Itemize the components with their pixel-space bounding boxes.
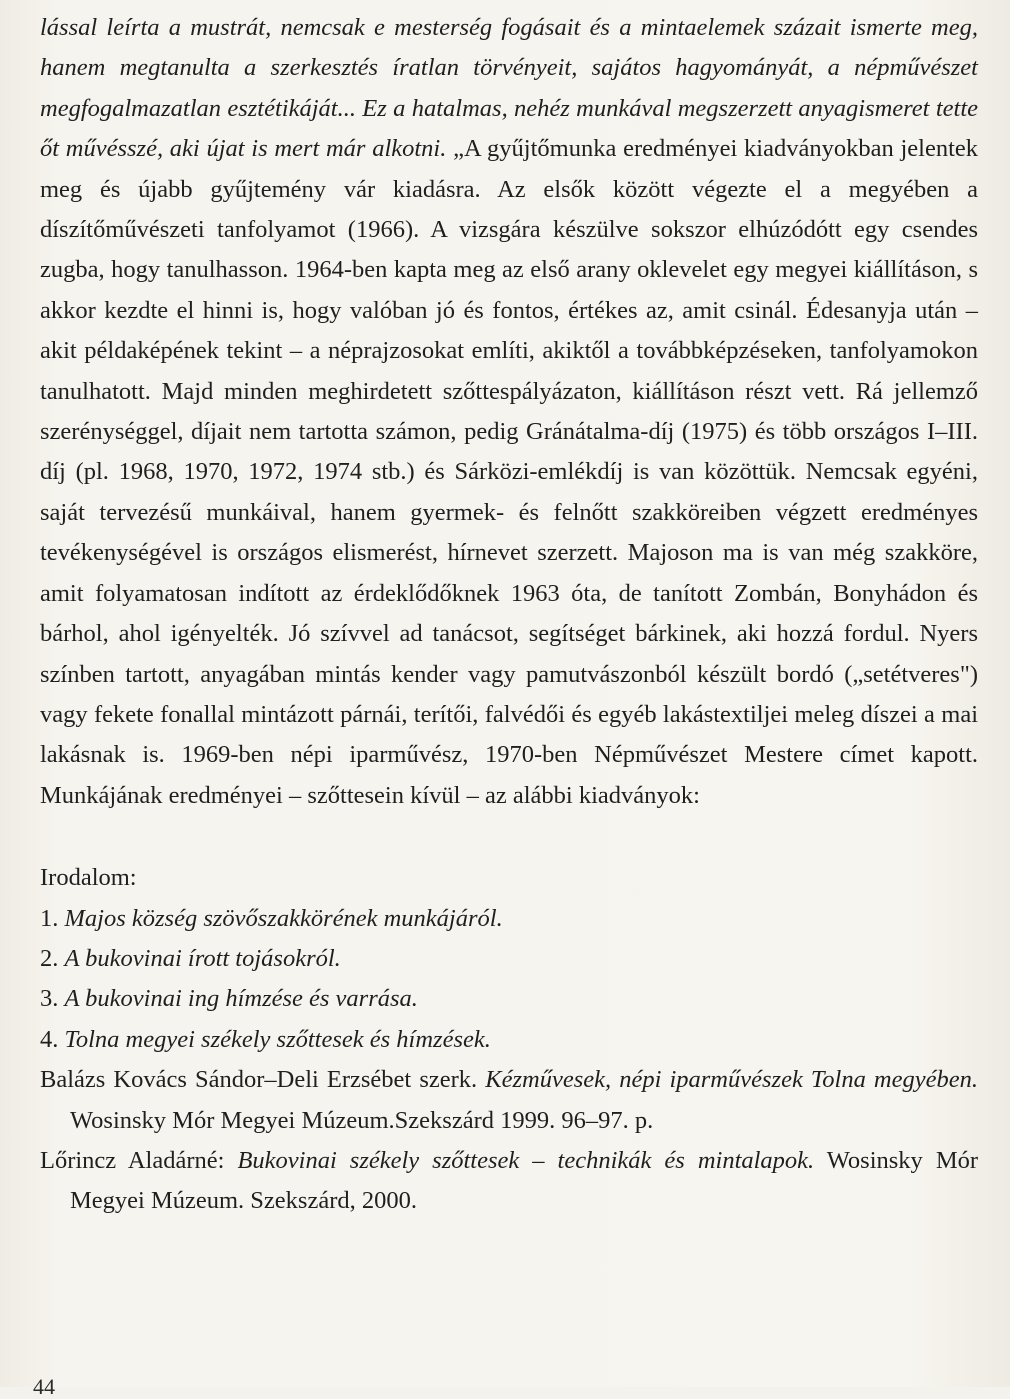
literature-item bbox=[40, 979, 978, 1019]
reference-authors: Lőrincz Aladárné: bbox=[40, 1146, 225, 1174]
page-text bbox=[40, 8, 978, 1222]
reference-publisher: Wosinsky Mór Megyei Múzeum.Szekszárd 1999. 96–97. p. bbox=[70, 1106, 654, 1134]
literature-item-title: Majos község szövőszakkörének munkájáról. bbox=[64, 904, 503, 932]
reference-entry bbox=[40, 1060, 978, 1141]
literature-item-number: 4. bbox=[40, 1025, 59, 1053]
literature-item bbox=[40, 1020, 978, 1060]
literature-item-number: 3. bbox=[40, 985, 59, 1013]
section-gap bbox=[40, 816, 978, 858]
body-text: „A gyűjtőmunka eredményei kiadványokban jelentek meg és újabb gyűjtemény vár kiadásra. Az elsők között végezte el a megyében a díszítőművészeti tanfolyamot (1966). A vizsgára készülve sokszor elhúzódótt egy csendes zugba, hogy tanulhasson. 1964-ben kapta meg az első arany oklevelet egy megyei kiállításon, s akkor kezdte el hinni is, hogy valóban jó és fontos, értékes az, amit csinál. Édesanyja után – akit példaképének tekint – a néprajzosokat említi, akiktől a továbbképzéseken, tanfolyamokon tanulhatott. Majd minden meghirdetett szőttespályázaton, kiállításon részt vett. Rá jellemző szerénységgel, díjait nem tartotta számon, pedig Gránátalma-díj (1975) és több országos I–III. díj (pl. 1968, 1970, 1972, 1974 stb.) és Sárközi-emlékdíj is van közöttük. Nemcsak egyéni, saját tervezésű munkáival, hanem gyermek- és felnőtt szakköreiben végzett eredményes tevékenységével is országos elismerést, hírnevet szerzett. Majoson ma is van még szakköre, amit folyamatosan indított az érdeklődőknek 1963 óta, de tanított Zombán, Bonyhádon és bárhol, ahol igényelték. Jó szívvel ad tanácsot, segítséget bárkinek, aki hozzá fordul. Nyers színben tartott, anyagában mintás kender vagy pamutvászonból készült bordó („setétveres") vagy fekete fonallal mintázott párnái, terítői, falvédői és egyéb lakástextiljei meleg díszei a mai lakásnak is. 1969-ben népi iparművész, 1970-ben Népművészet Mestere címet kapott. Munkájának eredményei – szőttesein kívül – az alábbi kiadványok: bbox=[40, 135, 979, 809]
literature-item bbox=[40, 899, 978, 939]
reference-title: Kézművesek, népi iparművészek Tolna megyében. bbox=[485, 1066, 978, 1094]
literature-item-number: 2. bbox=[40, 944, 59, 972]
literature-list bbox=[40, 899, 978, 1061]
reference-entry bbox=[40, 1141, 978, 1222]
reference-authors: Balázs Kovács Sándor–Deli Erzsébet szerk. bbox=[40, 1066, 478, 1094]
literature-item-number: 1. bbox=[40, 904, 59, 932]
italic-quote: lással leírta a mustrát, nemcsak e mesterség fogásait és a mintaelemek százait ismerte meg, hanem megtanulta a szerkesztés íratlan törvényeit, sajátos hagyományát, a népművészet megfogalmazatlan esztétikáját... Ez a hatalmas, nehéz munkával megszerzett anyagismeret tette őt művésszé, aki újat is mert már alkotni. bbox=[40, 14, 978, 163]
reference-publisher: Wosinsky Mór Megyei Múzeum. Szekszárd, 2000. bbox=[70, 1146, 979, 1215]
body-paragraph bbox=[40, 8, 978, 816]
literature-item bbox=[40, 939, 978, 979]
reference-title: Bukovinai székely szőttesek – technikák és mintalapok. bbox=[237, 1146, 815, 1174]
page-number: 44 bbox=[33, 1374, 55, 1399]
literature-heading: Irodalom: bbox=[40, 864, 137, 892]
literature-item-title: A bukovinai írott tojásokról. bbox=[64, 944, 341, 972]
literature-item-title: Tolna megyei székely szőttesek és hímzések. bbox=[64, 1025, 491, 1053]
literature-item-title: A bukovinai ing hímzése és varrása. bbox=[64, 985, 418, 1013]
